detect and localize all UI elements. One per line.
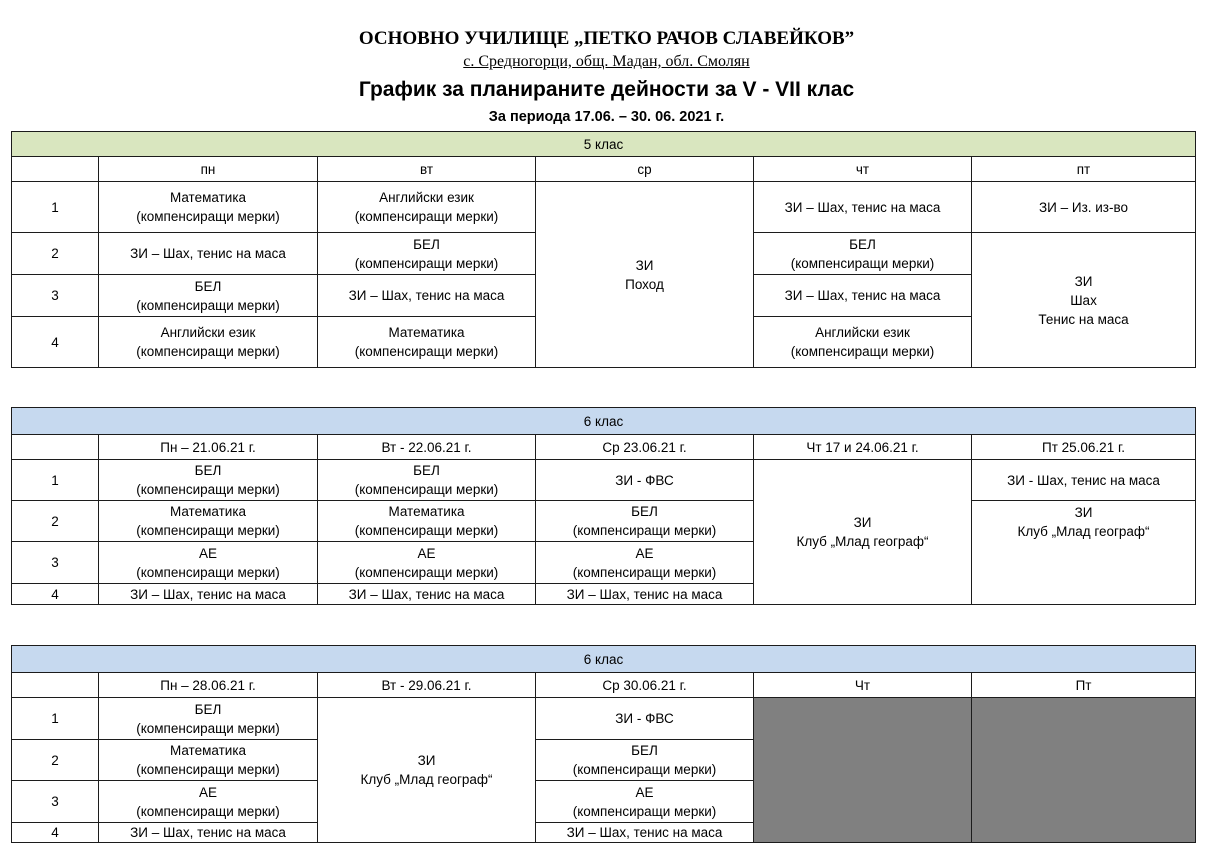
cell-text: БЕЛ (компенсиращи мерки)	[136, 701, 280, 736]
day-header: ср	[536, 157, 754, 182]
period-number: 2	[12, 740, 99, 781]
cell-text: ЗИ – Шах, тенис на маса	[130, 825, 286, 840]
period-subtitle: За периода 17.06. – 30. 06. 2021 г.	[488, 109, 725, 125]
period-number: 1	[12, 182, 99, 233]
cell-text: БЕЛ (компенсиращи мерки)	[572, 504, 717, 538]
schedule-cell	[99, 275, 318, 317]
cell-text: ЗИ Шах Тенис на маса	[1038, 273, 1129, 327]
cell-text: ЗИ – Шах, тенис на маса	[130, 586, 286, 602]
table-caption: 6 клас	[12, 646, 1196, 673]
cell-text: Английски език (компенсиращи мерки)	[354, 190, 499, 224]
period-number: 1	[12, 460, 99, 501]
cell-text: ЗИ - ФВС	[615, 711, 674, 726]
schedule-cell	[536, 698, 754, 740]
day-header: Пн – 28.06.21 г.	[99, 673, 318, 698]
page-title: График за планираните дейности за V - VII клас	[358, 78, 855, 101]
schedule-cell	[754, 182, 972, 233]
day-header-row	[12, 673, 1196, 698]
period-number: 3	[12, 781, 99, 823]
school-address	[0, 53, 1213, 71]
school-address-text: с. Средногорци, общ. Мадан, обл. Смолян	[463, 53, 750, 70]
day-header: Пн – 21.06.21 г.	[99, 435, 318, 460]
period-number: 4	[12, 584, 99, 605]
unused-cell-thursday	[754, 698, 972, 843]
schedule-cell	[99, 584, 318, 605]
period-number: 3	[12, 542, 99, 584]
schedule-cell	[536, 823, 754, 843]
schedule-cell	[318, 584, 536, 605]
cell-text: АЕ (компенсиращи мерки)	[136, 545, 280, 580]
cell-text: Английски език (компенсиращи мерки)	[136, 325, 280, 359]
schedule-cell	[754, 275, 972, 317]
cell-text: ЗИ Клуб „Млад географ“	[1017, 505, 1150, 539]
schedule-cell	[318, 460, 536, 501]
table-row	[12, 501, 1196, 542]
cell-text: ЗИ Поход	[625, 257, 664, 292]
schedule-cell	[99, 501, 318, 542]
cell-text: БЕЛ (компенсиращи мерки)	[354, 463, 499, 497]
schedule-cell	[99, 317, 318, 368]
schedule-cell	[536, 501, 754, 542]
schedule-cell	[754, 317, 972, 368]
schedule-cell-merged	[536, 182, 754, 368]
cell-text: ЗИ – Шах, тенис на маса	[566, 825, 723, 840]
cell-text: ЗИ – Шах, тенис на маса	[784, 199, 941, 215]
schedule-cell-merged	[754, 460, 972, 605]
cell-text: АЕ (компенсиращи мерки)	[354, 545, 499, 580]
cell-text: Математика (компенсиращи мерки)	[136, 190, 280, 224]
cell-text: Математика (компенсиращи мерки)	[354, 325, 499, 359]
schedule-table-grade5	[11, 131, 1196, 368]
period-number: 2	[12, 233, 99, 275]
cell-text: АЕ (компенсиращи мерки)	[572, 545, 717, 580]
schedule-cell	[99, 740, 318, 781]
schedule-cell	[99, 781, 318, 823]
day-header: Пт	[972, 673, 1196, 698]
cell-text: АЕ (компенсиращи мерки)	[572, 784, 717, 819]
table-caption: 5 клас	[12, 132, 1196, 157]
schedule-cell	[536, 584, 754, 605]
day-header: Ср 30.06.21 г.	[536, 673, 754, 698]
corner-cell	[12, 435, 99, 460]
cell-text: Математика (компенсиращи мерки)	[354, 504, 499, 538]
period-number: 2	[12, 501, 99, 542]
table-row	[12, 698, 1196, 740]
cell-text: БЕЛ (компенсиращи мерки)	[136, 278, 280, 313]
schedule-cell	[318, 501, 536, 542]
day-header: Ср 23.06.21 г.	[536, 435, 754, 460]
cell-text: Английски език (компенсиращи мерки)	[790, 325, 935, 359]
schedule-cell	[318, 182, 536, 233]
period-number: 3	[12, 275, 99, 317]
schedule-cell	[318, 275, 536, 317]
day-header-row	[12, 157, 1196, 182]
cell-text: БЕЛ (компенсиращи мерки)	[354, 236, 499, 271]
schedule-cell	[99, 460, 318, 501]
schedule-cell	[318, 233, 536, 275]
schedule-cell-merged	[972, 233, 1196, 368]
schedule-cell	[754, 233, 972, 275]
corner-cell	[12, 157, 99, 182]
table-row	[12, 182, 1196, 233]
day-header: Чт	[754, 673, 972, 698]
cell-text: ЗИ Клуб „Млад географ“	[360, 753, 493, 787]
corner-cell	[12, 673, 99, 698]
schedule-cell	[972, 460, 1196, 501]
schedule-cell	[99, 233, 318, 275]
schedule-cell	[536, 460, 754, 501]
schedule-cell	[972, 182, 1196, 233]
schedule-cell	[536, 781, 754, 823]
cell-text: БЕЛ (компенсиращи мерки)	[136, 463, 280, 497]
cell-text: Математика (компенсиращи мерки)	[136, 504, 280, 538]
cell-text: ЗИ Клуб „Млад географ“	[796, 515, 929, 549]
day-header: Вт - 29.06.21 г.	[318, 673, 536, 698]
day-header: чт	[754, 157, 972, 182]
schedule-table-grade6-week2	[11, 645, 1196, 843]
day-header-row	[12, 435, 1196, 460]
day-header: Чт 17 и 24.06.21 г.	[754, 435, 972, 460]
cell-text: ЗИ – Шах, тенис на маса	[566, 586, 723, 602]
schedule-table-grade6-week1	[11, 407, 1196, 605]
unused-cell-friday	[972, 698, 1196, 843]
day-header: Пт 25.06.21 г.	[972, 435, 1196, 460]
schedule-cell	[318, 317, 536, 368]
cell-text: ЗИ - ФВС	[615, 472, 674, 488]
cell-text: ЗИ - Шах, тенис на маса	[1007, 472, 1160, 488]
cell-text: ЗИ – Шах, тенис на маса	[784, 288, 941, 303]
schedule-cell	[99, 823, 318, 843]
cell-text: АЕ (компенсиращи мерки)	[136, 784, 280, 819]
period-number: 1	[12, 698, 99, 740]
cell-text: БЕЛ (компенсиращи мерки)	[790, 236, 935, 271]
school-name: ОСНОВНО УЧИЛИЩЕ „ПЕТКО РАЧОВ СЛАВЕЙКОВ”	[358, 28, 855, 49]
day-header: Вт - 22.06.21 г.	[318, 435, 536, 460]
cell-text: ЗИ – Шах, тенис на маса	[130, 246, 286, 261]
schedule-cell	[318, 542, 536, 584]
cell-text: БЕЛ (компенсиращи мерки)	[572, 743, 717, 777]
period-number: 4	[12, 823, 99, 843]
cell-text: ЗИ – Шах, тенис на маса	[348, 586, 505, 602]
schedule-cell	[536, 740, 754, 781]
schedule-cell-merged	[972, 501, 1196, 605]
schedule-cell	[536, 542, 754, 584]
cell-text: Математика (компенсиращи мерки)	[136, 743, 280, 777]
cell-text: ЗИ – Шах, тенис на маса	[348, 288, 505, 303]
schedule-cell	[99, 542, 318, 584]
schedule-cell	[99, 182, 318, 233]
day-header: пт	[972, 157, 1196, 182]
table-caption: 6 клас	[12, 408, 1196, 435]
period-number: 4	[12, 317, 99, 368]
table-row	[12, 460, 1196, 501]
schedule-cell	[99, 698, 318, 740]
cell-text: ЗИ – Из. из-во	[1039, 199, 1129, 215]
day-header: вт	[318, 157, 536, 182]
day-header: пн	[99, 157, 318, 182]
schedule-cell-merged	[318, 698, 536, 843]
